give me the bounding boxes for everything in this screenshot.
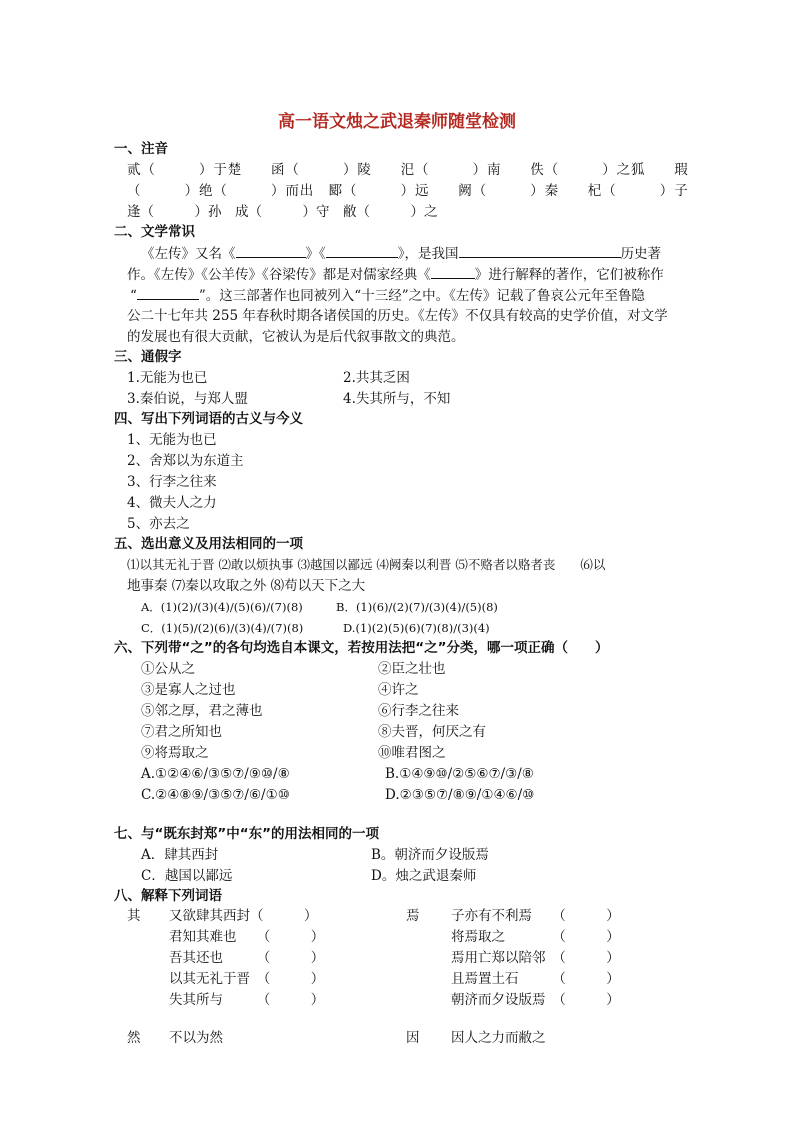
s6-item: ⑤邻之厚，君之薄也 — [141, 703, 263, 719]
s1-line-1: 贰（ ）于楚 函（ ）陵 汜（ ）南 佚（ ）之狐 瑕 — [127, 162, 689, 178]
s2-text: 历史著 — [620, 246, 661, 262]
s8-qi-item: 以其无礼于晋 （ ） — [169, 971, 325, 987]
word-yan: 焉 — [406, 908, 420, 924]
s2-text: 》《 — [305, 246, 326, 262]
s6-item: ⑧夫晋，何厌之有 — [378, 724, 486, 740]
s6-item: ⑥行李之往来 — [378, 703, 459, 719]
s2-line-4: 公二十七年共 255 年春秋时期各诸侯国的历史。《左传》不仅具有较高的史学价值，对文学 — [127, 308, 668, 324]
s7-option-b: B。朝济而夕设版焉 — [371, 847, 489, 863]
s1-line-2: （ ）绝（ ）而出 郾（ ）远 阙（ ）秦 杞（ ）子 — [127, 183, 689, 199]
s1-line-3: 逢（ ）孙 成（ ）守 敝（ ）之 — [127, 204, 438, 220]
s8-qi-item: 吾其还也 （ ） — [169, 950, 325, 966]
s2-text: ”。这三部著作也同被列入“十三经”之中。《左传》记载了鲁哀公元年至鲁隐 — [198, 288, 645, 304]
s6-item: ④许之 — [378, 682, 419, 698]
s6-item: ①公从之 — [141, 661, 195, 677]
s8-qi-item: 又欲肆其西封（ ） — [169, 908, 318, 924]
word-ran: 然 — [127, 1030, 141, 1046]
s8-qi-item: 失其所与 （ ） — [169, 992, 325, 1008]
s3-item-4: 4.失其所与，不知 — [343, 391, 451, 407]
section-6-heading: 六、下列带“之”的各句均选自本课文，若按用法把“之”分类，哪一项正确（ ） — [114, 640, 609, 656]
s8-yan-item: 子亦有不利焉 （ ） — [451, 908, 620, 924]
s2-text: “ — [130, 288, 137, 304]
blank-line — [236, 243, 306, 258]
s2-text: 《左传》又名《 — [141, 246, 236, 262]
s5-line-1: ⑴以其无礼于晋 ⑵敢以烦执事 ⑶越国以鄙远 ⑷阙秦以利晋 ⑸不赂者以赂者丧 ⑹以 — [127, 557, 606, 572]
s3-item-1: 1.无能为也已 — [127, 370, 208, 386]
s2-line-2 — [127, 264, 664, 285]
s2-text: 作。《左传》《公羊传》《谷梁传》都是对儒家经典《 — [127, 267, 431, 283]
s4-item: 3、行李之往来 — [127, 474, 217, 490]
s4-item: 1、无能为也已 — [127, 432, 217, 448]
s6-option-d: D.②③⑤⑦/⑧⑨/①④⑥/⑩ — [385, 787, 535, 803]
s4-item: 2、舍郑以为东道主 — [127, 453, 244, 469]
s6-item: ②臣之壮也 — [378, 661, 446, 677]
s8-qi-item: 君知其难也 （ ） — [169, 929, 325, 945]
s8-ran-item: 不以为然 — [169, 1030, 223, 1046]
s6-option-b: B.①④⑨⑩/②⑤⑥⑦/③/⑧ — [385, 766, 534, 782]
s7-option-a: A．肆其西封 — [141, 847, 219, 863]
word-yin: 因 — [406, 1030, 420, 1046]
s5-option-a: A．(1)(2)/(3)(4)/(5)(6)/(7)(8) — [141, 600, 303, 614]
s2-line-1 — [141, 243, 661, 264]
s4-item: 4、微夫人之力 — [127, 495, 217, 511]
s8-yin-item: 因人之力而敝之 — [451, 1030, 546, 1046]
s4-item: 5、亦去之 — [127, 516, 190, 532]
s6-option-a: A.①②④⑥/③⑤⑦/⑨⑩/⑧ — [141, 766, 290, 782]
section-1-heading: 一、注音 — [114, 141, 168, 157]
s2-line-5: 的发展也有很大贡献，它被认为是后代叙事散文的典范。 — [127, 329, 465, 345]
word-qi: 其 — [127, 908, 141, 924]
s6-item: ③是寡人之过也 — [141, 682, 236, 698]
s5-option-b: B．(1)(6)/(2)(7)/(3)(4)/(5)(8) — [336, 600, 498, 614]
section-8-heading: 八、解释下列词语 — [114, 888, 222, 904]
s6-item: ⑦君之所知也 — [141, 724, 222, 740]
s6-option-c: C.②④⑧⑨/③⑤⑦/⑥/①⑩ — [141, 787, 290, 803]
section-7-heading: 七、与“既东封郑”中“东”的用法相同的一项 — [114, 826, 379, 842]
section-3-heading: 三、通假字 — [114, 349, 182, 365]
s5-option-d: D.(1)(2)(5)(6)(7)(8)/(3)(4) — [343, 621, 490, 635]
blank-line — [326, 243, 398, 258]
s2-text: 》进行解释的著作，它们被称作 — [474, 267, 664, 283]
s2-text: 》，是我国 — [397, 246, 459, 262]
page-title: 高一语文烛之武退秦师随堂检测 — [278, 112, 516, 132]
s5-option-c: C．(1)(5)/(2)(6)/(3)(4)/(7)(8) — [141, 621, 304, 635]
s8-yan-item: 焉用亡郑以陪邻 （ ） — [451, 950, 620, 966]
s7-option-d: D。烛之武退秦师 — [371, 868, 477, 884]
blank-line — [431, 264, 475, 279]
s3-item-3: 3.秦伯说，与郑人盟 — [127, 391, 248, 407]
s8-yan-item: 且焉置土石 （ ） — [451, 971, 620, 987]
s3-item-2: 2.共其乏困 — [343, 370, 410, 386]
s6-item: ⑩唯君图之 — [378, 745, 446, 761]
section-2-heading: 二、文学常识 — [114, 224, 195, 240]
s2-line-3 — [130, 285, 645, 306]
blank-line — [137, 285, 199, 300]
s8-yan-item: 将焉取之 （ ） — [451, 929, 620, 945]
section-4-heading: 四、写出下列词语的古义与今义 — [114, 411, 303, 427]
s5-line-2: 地事秦 ⑺秦以攻取之外 ⑻苟以天下之大 — [127, 578, 366, 594]
section-5-heading: 五、选出意义及用法相同的一项 — [114, 536, 303, 552]
s7-option-c: C．越国以鄙远 — [141, 868, 233, 884]
s8-yan-item: 朝济而夕设版焉 （ ） — [451, 992, 620, 1008]
s6-item: ⑨将焉取之 — [141, 745, 209, 761]
blank-line — [459, 243, 621, 258]
